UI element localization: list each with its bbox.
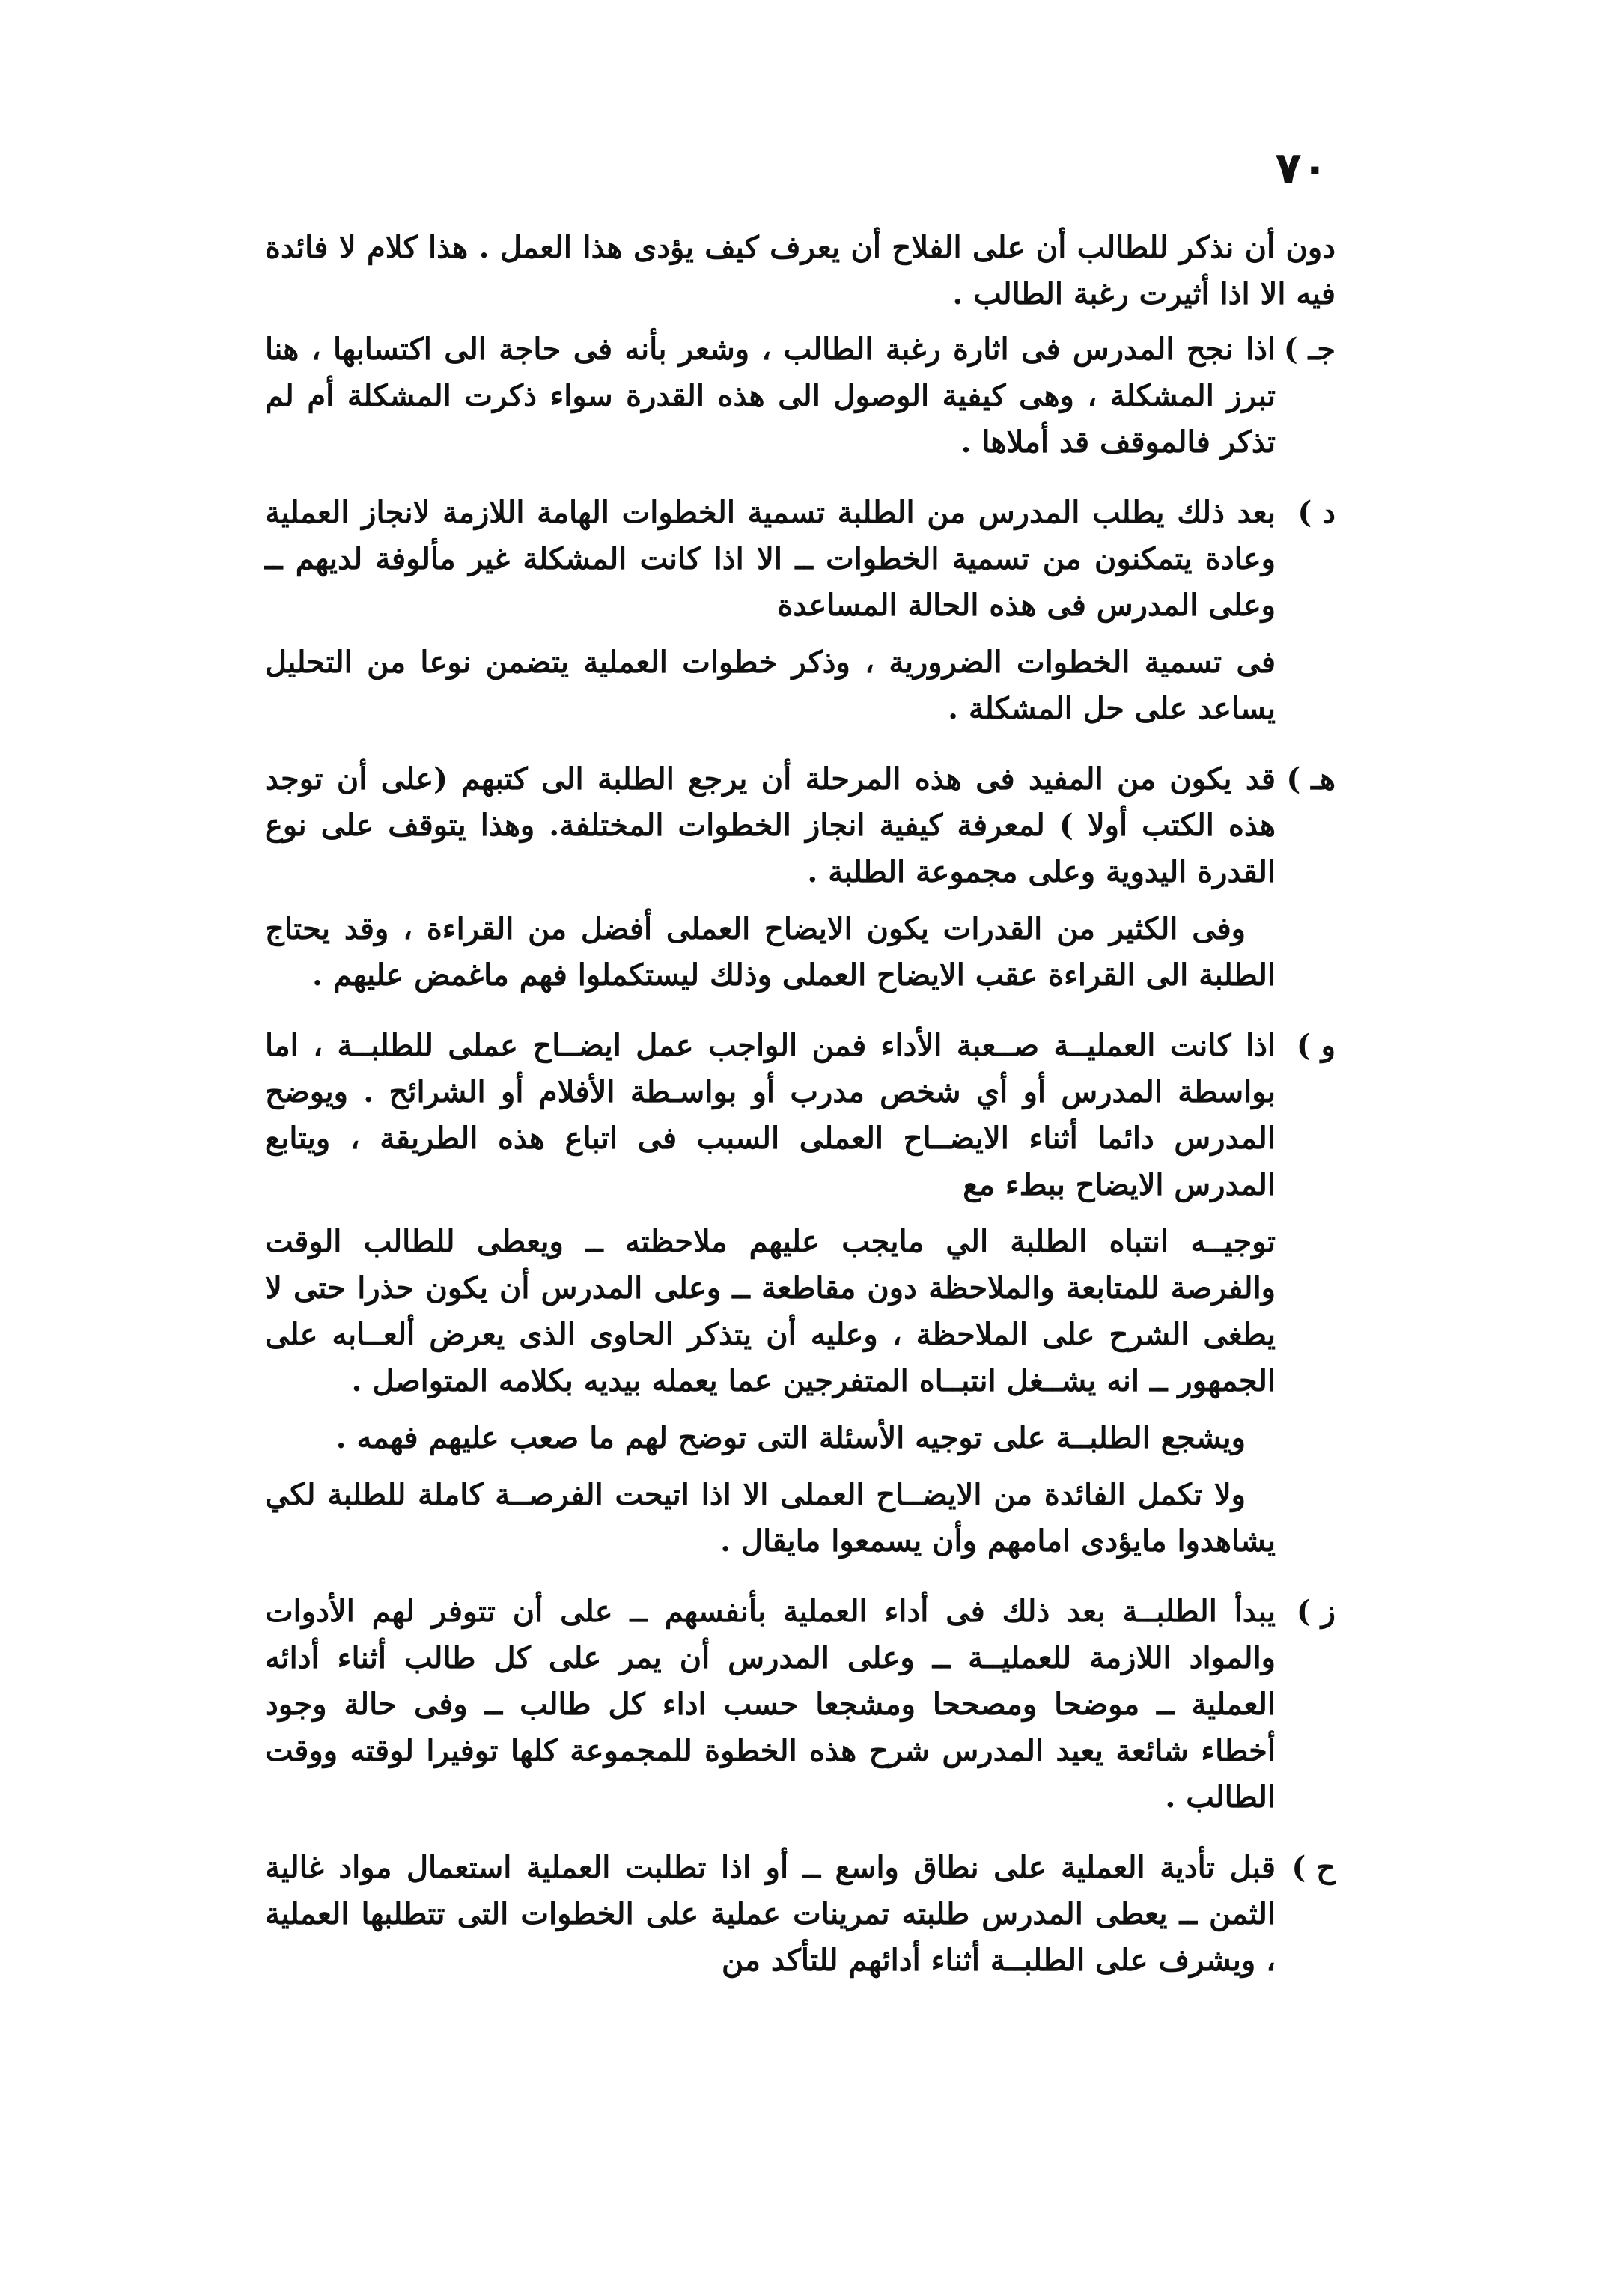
- paragraph: فى تسمية الخطوات الضرورية ، وذكر خطوات العملية يتضمن نوعا من التحليل يساعد على حل المشكلة .: [265, 645, 1276, 726]
- list-marker: ز ): [1296, 1594, 1336, 1629]
- list-item-ha: [265, 756, 1336, 1009]
- paragraph: اذا كانت العمليــة صــعبة الأداء فمن الواجب عمل ايضــاح عملى للطلبــة ، اما بواسطة المدرس أو أي شخص مدرب أو بواسـطة الأفلام أو الشرائح . ويوضح المدرس دائما أثناء الايضــاح العملى السبب فى اتباع هذه الطريقة ، ويتابع المدرس الايضاح ببطء مع: [265, 1028, 1276, 1202]
- list-item-body: [265, 326, 1276, 476]
- list-marker: ح ): [1291, 1850, 1336, 1885]
- list-item-body: [265, 1845, 1276, 1994]
- list-item-waw: [265, 1023, 1336, 1575]
- list-marker: و ): [1296, 1028, 1336, 1063]
- intro-paragraph: دون أن نذكر للطالب أن على الفلاح أن يعرف كيف يؤدى هذا العمل . هذا كلام لا فائدة فيه الا اذا أثيرت رغبة الطالب .: [265, 230, 1336, 311]
- paragraph: ولا تكمل الفائدة من الايضــاح العملى الا اذا اتيحت الفرصــة كاملة للطلبة لكي يشاهدوا مايؤدى امامهم وأن يسمعوا مايقال .: [265, 1477, 1276, 1559]
- paragraph: قبل تأدية العملية على نطاق واسع ــ أو اذا تطلبت العملية استعمال مواد غالية الثمن ــ يعطى المدرس طلبته تمرينات عملية على الخطوات التى تتطلبها العملية ، ويشرف على الطلبــة أثناء أدائهم للتأكد من: [265, 1850, 1276, 1978]
- list-item-body: [265, 1589, 1276, 1831]
- list-marker: هـ ): [1286, 761, 1336, 797]
- list-item-dal: [265, 490, 1336, 743]
- paragraph: اذا نجح المدرس فى اثارة رغبة الطالب ، وشعر بأنه فى حاجة الى اكتسابها ، هنا تبرز المشكلة ، وهى كيفية الوصول الى هذه القدرة سواء ذكرت المشكلة أم لم تذكر فالموقف قد أملاها .: [265, 332, 1276, 460]
- list-item-ha2: [265, 1845, 1336, 1994]
- page-number: ٧٠: [1275, 142, 1328, 193]
- paragraph: يبدأ الطلبــة بعد ذلك فى أداء العملية بأنفسهم ــ على أن تتوفر لهم الأدوات والمواد اللازمة للعمليــة ــ وعلى المدرس أن يمر على كل طالب أثناء أدائه العملية ــ موضحا ومصححا ومشجعا حسب اداء كل طالب ــ وفى حالة وجود أخطاء شائعة يعيد المدرس شرح هذه الخطوة للمجموعة كلها توفيرا لوقته ووقت الطالب .: [265, 1594, 1276, 1815]
- list-marker: د ): [1297, 495, 1336, 530]
- paragraph: بعد ذلك يطلب المدرس من الطلبة تسمية الخطوات الهامة اللازمة لانجاز العملية وعادة يتمكنون من تسمية الخطوات ــ الا اذا كانت المشكلة غير مألوفة لديهم ــ وعلى المدرس فى هذه الحالة المساعدة: [265, 495, 1276, 623]
- list-item-jim: [265, 326, 1336, 476]
- page-content: [265, 225, 1336, 2008]
- paragraph: قد يكون من المفيد فى هذه المرحلة أن يرجع الطلبة الى كتبهم (على أن توجد هذه الكتب أولا ) لمعرفة كيفية انجاز الخطوات المختلفة. وهذا يتوقف على نوع القدرة اليدوية وعلى مجموعة الطلبة .: [265, 761, 1276, 889]
- paragraph: توجيــه انتباه الطلبة الي مايجب عليهم ملاحظته ــ ويعطى للطالب الوقت والفرصة للمتابعة والملاحظة دون مقاطعة ــ وعلى المدرس أن يكون حذرا حتى لا يطغى الشرح على الملاحظة ، وعليه أن يتذكر الحاوى الذى يعرض ألعــابه على الجمهور ــ انه يشــغل انتبــاه المتفرجين عما يعمله بيديه بكلامه المتواصل .: [265, 1224, 1276, 1398]
- list-item-body: [265, 490, 1276, 743]
- paragraph: وفى الكثير من القدرات يكون الايضاح العملى أفضل من القراءة ، وقد يحتاج الطلبة الى القراءة عقب الايضاح العملى وذلك ليستكملوا فهم ماغمض عليهم .: [265, 911, 1276, 993]
- paragraph: ويشجع الطلبــة على توجيه الأسئلة التى توضح لهم ما صعب عليهم فهمه .: [335, 1420, 1246, 1455]
- list-item-body: [265, 1023, 1276, 1575]
- list-marker: جـ ): [1283, 332, 1336, 367]
- list-item-zay: [265, 1589, 1336, 1831]
- list-item-body: [265, 756, 1276, 1009]
